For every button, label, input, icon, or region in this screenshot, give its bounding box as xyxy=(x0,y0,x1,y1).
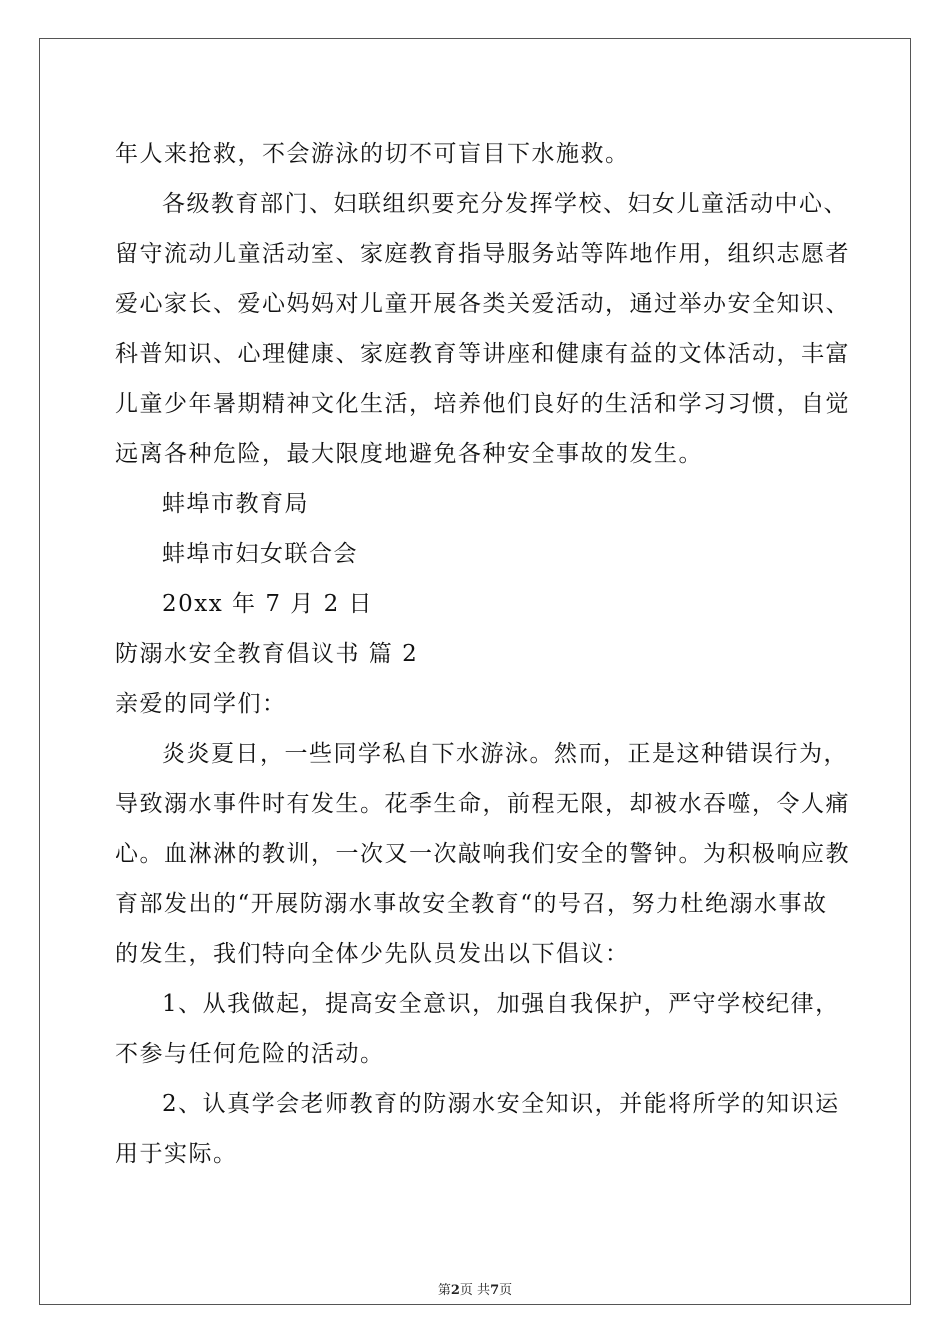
salutation: 亲爱的同学们： xyxy=(115,691,287,717)
text-line: 科普知识、心理健康、家庭教育等讲座和健康有益的文体活动，丰富 xyxy=(115,341,850,367)
text-line: 远离各种危险，最大限度地避免各种安全事故的发生。 xyxy=(115,441,703,467)
section-title: 防溺水安全教育倡议书 篇 2 xyxy=(115,641,419,667)
paragraph-start: 炎炎夏日，一些同学私自下水游泳。然而，正是这种错误行为， xyxy=(162,741,848,767)
text-line: 年人来抢救，不会游泳的切不可盲目下水施救。 xyxy=(115,141,630,167)
text-line: 爱心家长、爱心妈妈对儿童开展各类关爱活动，通过举办安全知识、 xyxy=(115,291,850,317)
text-line: 心。血淋淋的教训，一次又一次敲响我们安全的警钟。为积极响应教 xyxy=(115,841,850,867)
text-line: 用于实际。 xyxy=(115,1141,238,1167)
text-line: 育部发出的“开展防溺水事故安全教育“的号召，努力杜绝溺水事故 xyxy=(115,891,828,917)
footer-page-number: 2 xyxy=(450,1283,460,1298)
signature-org-1: 蚌埠市教育局 xyxy=(162,491,309,517)
signature-date: 20xx 年 7 月 2 日 xyxy=(162,591,374,617)
footer-mid: 页 共 xyxy=(459,1283,491,1298)
text-line: 儿童少年暑期精神文化生活，培养他们良好的生活和学习习惯，自觉 xyxy=(115,391,850,417)
list-item: 1、从我做起，提高安全意识，加强自我保护，严守学校纪律， xyxy=(162,991,840,1017)
paragraph-start: 各级教育部门、妇联组织要充分发挥学校、妇女儿童活动中心、 xyxy=(162,191,848,217)
text-line: 导致溺水事件时有发生。花季生命，前程无限，却被水吞噬，令人痛 xyxy=(115,791,850,817)
list-item: 2、认真学会老师教育的防溺水安全知识，并能将所学的知识运 xyxy=(162,1091,840,1117)
text-line: 留守流动儿童活动室、家庭教育指导服务站等阵地作用，组织志愿者 xyxy=(115,241,850,267)
page-footer xyxy=(0,1279,950,1298)
footer-total-pages: 7 xyxy=(490,1283,500,1298)
text-line: 不参与任何危险的活动。 xyxy=(115,1041,385,1067)
text-line: 的发生，我们特向全体少先队员发出以下倡议： xyxy=(115,941,630,967)
footer-suffix: 页 xyxy=(499,1283,513,1298)
signature-org-2: 蚌埠市妇女联合会 xyxy=(162,541,358,567)
footer-prefix: 第 xyxy=(437,1283,451,1298)
